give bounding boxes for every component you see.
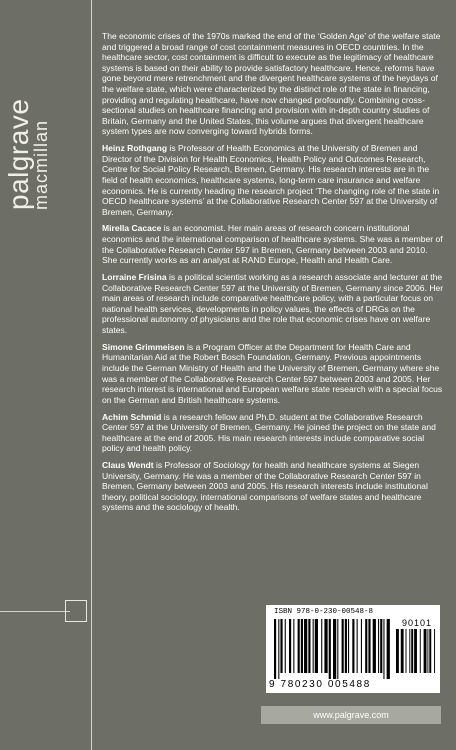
author-bio bbox=[102, 143, 444, 217]
price-addon-number: 90101 bbox=[402, 618, 433, 628]
barcode-bar bbox=[293, 619, 294, 673]
barcode-bar bbox=[414, 629, 417, 673]
barcode-bar bbox=[420, 629, 421, 673]
author-name: Lorraine Frisina bbox=[102, 272, 167, 283]
barcode-bar bbox=[396, 629, 399, 673]
brand-name: palgrave bbox=[3, 98, 34, 210]
author-name: Mirella Cacace bbox=[102, 223, 162, 234]
back-cover-text bbox=[102, 31, 444, 519]
barcode-bar bbox=[429, 629, 431, 673]
barcode-bar bbox=[337, 619, 338, 679]
barcode-bar bbox=[308, 619, 310, 673]
isbn-digits: 9 780230 005488 bbox=[269, 679, 371, 690]
barcode-bar bbox=[324, 619, 327, 673]
barcode-bar bbox=[304, 619, 307, 673]
author-bio bbox=[102, 460, 444, 513]
barcode-bar bbox=[357, 619, 358, 673]
barcode-bar bbox=[427, 629, 428, 673]
author-bio bbox=[102, 223, 444, 265]
horizontal-rule bbox=[0, 611, 70, 612]
author-bio-text: is a political scientist working as a research associate and lecturer at the Collaborative Research Center 597 at the University of Bremen, Germany since 2006. Her main areas of research include comparative healthcare policy, with a particular focus on national health services, developments in policy values, the effects of DRGs on the professional autonomy of physicians and the role that economic crises have on welfare states. bbox=[102, 272, 444, 335]
barcode-bar bbox=[345, 619, 347, 673]
author-bio-text: is an economist. Her main areas of research concern institutional economics and the international comparison of healthcare systems. She was a member of the Collaborative Research Center 597 in Bremen, Germany between 2003 and 2010. She currently works as an analyst at RAND Europe, Health and Health Care. bbox=[102, 223, 443, 266]
barcode-bar bbox=[411, 629, 413, 673]
barcode-bar bbox=[342, 619, 344, 673]
barcode-bar bbox=[301, 619, 303, 673]
author-bio bbox=[102, 342, 444, 406]
author-bio-text: is Professor of Sociology for health and healthcare systems at Siegen University, Germany. He was a member of the Collaborative Research Center 597 in Bremen, Germany between 2003 and 2005. His research interests include institutional theory, political sociology, international comparisons of welfare states and healthcare systems and the sociology of health. bbox=[102, 460, 428, 513]
author-name: Achim Schmid bbox=[102, 411, 162, 422]
barcode-bar bbox=[387, 619, 390, 679]
publisher-logo bbox=[3, 30, 51, 210]
author-name: Heinz Rothgang bbox=[102, 143, 168, 154]
barcode-bar bbox=[313, 619, 314, 673]
barcode-bar bbox=[321, 619, 322, 673]
barcode-bar bbox=[280, 619, 282, 673]
author-bio-text: is a research fellow and Ph.D. student at the Collaborative Research Center 597 at the University of Bremen, Germany. He joined the project on the state and healthcare at the end of 2005. His main research interests include comparative social policy and health policy. bbox=[102, 411, 436, 454]
author-bio bbox=[102, 412, 444, 454]
author-bio-text: is a Program Officer at the Department for Health Care and Humanitarian Aid at the Robert Bosch Foundation, Germany. Previous appointments include the German Ministry of Health and the University of Bremen, Germany where she was a member of the Collaborative Research Center 597 between 2003 and 2005. Her research interest is international and European welfare state research with a special focus on the German and British healthcare systems. bbox=[102, 341, 443, 405]
barcode-bar bbox=[352, 619, 354, 673]
barcode-bar bbox=[409, 629, 410, 673]
barcode-bar bbox=[274, 619, 276, 679]
barcode-bar bbox=[365, 619, 367, 673]
author-name: Claus Wendt bbox=[102, 460, 154, 471]
author-name: Simone Grimmeisen bbox=[102, 341, 185, 352]
barcode-bar bbox=[378, 619, 379, 673]
barcode-bar bbox=[434, 629, 435, 673]
barcode-bar bbox=[315, 619, 318, 673]
barcode-bar bbox=[289, 619, 291, 673]
barcode-bar bbox=[285, 619, 286, 673]
book-description: The economic crises of the 1970s marked the end of the ‘Golden Age’ of the welfare state and triggered a broad range of cost containment measures in OECD countries. In the healthcare sector, cost containment is difficult to execute as the legitimacy of healthcare systems is based on their ability to provide satisfactory healthcare. Hence, reforms have gone beyond mere retrenchment and the divergent healthcare systems of the heydays of the welfare state, which were characterized by the distinct role of the state in financing, providing and regulating healthcare, have now changed profoundly. Combining cross-sectional studies on healthcare financing and provision with in-depth country studies of Britain, Germany and the United States, this volume argues that divergent healthcare system types are now converging toward hybrids forms. bbox=[102, 31, 441, 137]
barcode-bar bbox=[380, 619, 382, 673]
barcode-bar bbox=[373, 619, 376, 673]
publisher-url[interactable]: www.palgrave.com bbox=[261, 706, 441, 724]
isbn-barcode bbox=[266, 605, 440, 693]
barcode-bar bbox=[383, 619, 384, 679]
barcode-bar bbox=[368, 619, 370, 673]
barcode-bar bbox=[348, 619, 349, 673]
barcode-bar bbox=[361, 619, 362, 673]
barcode-bar bbox=[406, 629, 407, 673]
author-bio bbox=[102, 272, 444, 336]
barcode-bar bbox=[329, 619, 331, 679]
corner-square-ornament bbox=[65, 600, 87, 622]
barcode-bar bbox=[424, 629, 427, 673]
barcode-bar bbox=[278, 619, 279, 679]
isbn-label: ISBN 978-0-230-00548-8 bbox=[274, 608, 374, 616]
vertical-rule bbox=[91, 0, 92, 750]
addon-barcode-bars bbox=[396, 629, 436, 679]
brand-subname: macmillan bbox=[31, 119, 51, 210]
barcode-bar bbox=[298, 619, 300, 673]
barcode-bars bbox=[274, 619, 392, 679]
barcode-bar bbox=[333, 619, 336, 679]
barcode-bar bbox=[401, 629, 404, 673]
author-bio-text: is Professor of Health Economics at the University of Bremen and Director of the Division for Health Economics, Health Policy and Outcomes Research, Centre for Social Policy Research, Bremen, Germany. His research interests are in the field of health economics, healthcare systems, long-term care insurance and welfare economics. He is currently heading the research project ‘The changing role of the state in OECD healthcare systems’ at the Collaborative Research Center 597 at the University of Bremen, Germany. bbox=[102, 143, 440, 217]
